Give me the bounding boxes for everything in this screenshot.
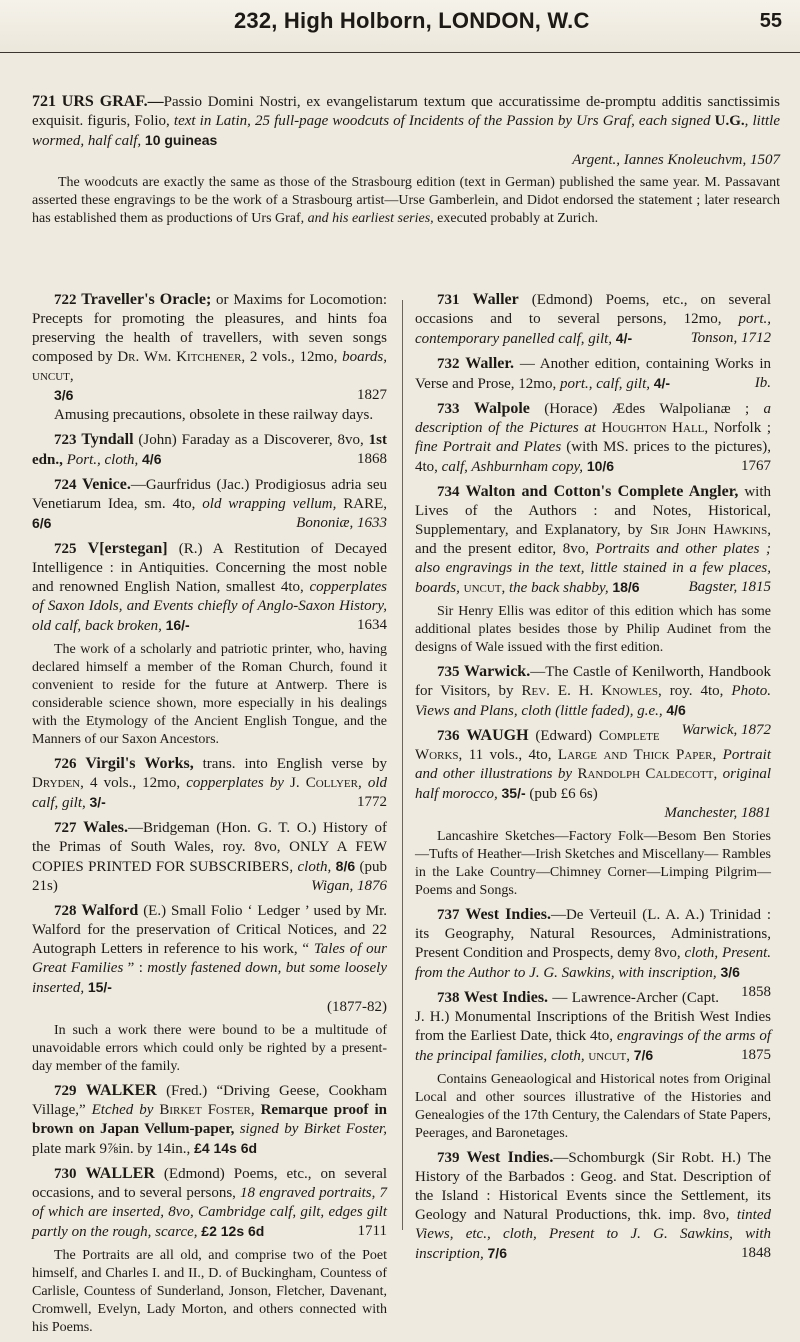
entry-body: trans. into English verse by: [193, 756, 388, 772]
entry-body: —De Verteuil (L. A. A.) Trinidad : its Geography, Natural Resources, Administrations, Present Condition and Prospects, demy 8vo,: [415, 907, 772, 961]
binding: port., contemporary panelled calf, gilt,: [415, 311, 771, 347]
lot-number: 734: [437, 484, 460, 500]
date: (1877-82): [327, 999, 387, 1015]
price: £2 12s 6d: [201, 1223, 265, 1239]
work-title: Tales of our Great Families: [32, 941, 387, 976]
date: 1868: [357, 451, 387, 467]
entry-heading: Tyndall: [81, 431, 134, 448]
imprint: Wigan, 1876: [311, 878, 387, 894]
note-text-end: executed probably at Zurich.: [433, 211, 599, 226]
binding: cloth,: [293, 859, 332, 875]
binding: original half morocco,: [415, 766, 771, 802]
page-number: 55: [759, 10, 782, 32]
price: 16/-: [165, 617, 190, 633]
entry-722: [32, 290, 387, 425]
entry-728: [32, 901, 387, 1017]
entry-body: —Schomburgk (Sir Robt. H.) The History of the Barbados : Geog. and Stat. Description of the Island : Historical Events since the Settlement, its Geology and Natural Productions, thk. imp. 8vo,: [415, 1150, 771, 1223]
entry-body: —The Castle of Kenilworth, Handbook for Visitors, by: [415, 664, 771, 699]
price: 15/-: [87, 979, 112, 995]
entry-heading: URS GRAF.—: [61, 93, 164, 110]
price: 4/6: [142, 451, 162, 467]
entry-731: [415, 290, 771, 349]
entry-heading: Traveller's Oracle;: [81, 291, 212, 308]
entry-739: [415, 1148, 771, 1264]
entry-heading: Virgil's Works,: [85, 755, 194, 772]
rarity: RARE,: [336, 496, 387, 512]
imprint: Tonson, 1712: [690, 330, 771, 346]
entry-body: (R.) A Restitution of Decayed Intelligence : in Antiquities. Concerning the most noble and renowned English Nation, smallest 4to,: [32, 541, 388, 595]
lot-number: 737: [437, 907, 460, 923]
header-address: 232, High Holborn, LONDON, W.C: [234, 8, 590, 33]
engraver: J. Collyer,: [283, 775, 362, 791]
entry-description: a description of the Pictures at: [415, 401, 771, 436]
author: Rev. E. H. Knowles,: [521, 683, 662, 699]
imprint: Warwick, 1872: [681, 722, 771, 738]
note-text: The woodcuts are exactly the same as those of the Strasbourg edition (text in German) published the same year. M. Passavant asserted these engravings to be the work of a Strasbourg artist—Urse Gamberlein, and Didot endorsed the statement ; later research has established them as productions of Urs Graf,: [32, 175, 780, 226]
entry-body-2: ” :: [123, 960, 148, 976]
price: 7/6: [487, 1245, 507, 1261]
entry-729: [32, 1081, 387, 1159]
price: 3/6: [54, 387, 74, 403]
entry-condition: , little wormed, half calf,: [32, 113, 780, 149]
binding: old wrapping vellum,: [202, 496, 337, 512]
entry-body-2: Norfolk ;: [708, 420, 771, 436]
date: 1827: [357, 387, 387, 403]
entry-738-note: Contains Geneaological and Historical notes from Original Local and other sources illustrative of the Histories and Genealogies of the 17th Century, the Calendars of State Papers, Peerages, and Baronetages.: [415, 1072, 771, 1141]
entry-condition: mostly fastened down, but some loosely inserted,: [32, 960, 388, 996]
price: 10 guineas: [144, 132, 218, 148]
entry-body: — Lawrence-Archer (Capt. J. H.) Monumental Inscriptions of the British West Indies from the Earliest Date, thick 4to,: [415, 990, 771, 1044]
entry-733: [415, 399, 771, 477]
lot-number: 736: [437, 728, 460, 744]
entry-736: [415, 726, 771, 823]
lot-number: 730: [54, 1166, 77, 1182]
imprint: Argent., Iannes Knoleuchvm, 1507: [572, 152, 780, 168]
entry-body-2: 2 vols., 12mo,: [245, 349, 343, 365]
entry-730-note: The Portraits are all old, and comprise two of the Poet himself, and Charles I. and II., D. of Buckingham, Countess of Carlisle, Countess of Sunderland, Jonson, Fletcher, Davenant, Cromwell, Evelyn, Lady Morton, and others connected with his Poems.: [32, 1248, 387, 1335]
entry-727: [32, 818, 387, 896]
entry-body: (E.) Small Folio ‘ Ledger ’ used by Mr. Walford for the preservation of Critical Notices, and 22 Autograph Letters in reference to his work, “: [32, 903, 388, 957]
price: 4/-: [653, 375, 671, 391]
edition: 1st edn.,: [32, 432, 387, 468]
entry-730: [32, 1164, 387, 1242]
date: 1875: [741, 1047, 771, 1063]
entry-body: —Bridgeman (Hon. G. T. O.) History of the Primas of South Wales, roy. 8vo,: [32, 820, 388, 855]
published-price: (pub £6 6s): [525, 786, 598, 802]
paper: Large and Thick Paper,: [557, 747, 717, 763]
lot-number: 731: [437, 292, 460, 308]
entry-723: [32, 430, 387, 470]
entry-heading: Walpole: [473, 400, 530, 417]
condition: uncut,: [459, 580, 506, 596]
artist: Randolph Caldecott,: [572, 766, 718, 782]
entry-body-2: roy. 4to,: [661, 683, 732, 699]
lot-number: 725: [54, 541, 77, 557]
entry-description: cloth, Present. from the Author to J. G.: [415, 945, 771, 981]
entry-body: —Gaurfridus (Jac.) Prodigiosus adria seu Venetiarum Idea, sm. 4to,: [32, 477, 388, 512]
imprint: Bononiæ, 1633: [296, 515, 387, 531]
entry-heading: Waller: [472, 291, 519, 308]
entry-734-note: Sir Henry Ellis was editor of this edition which has some additional plates besides those by Philip Audinet from the designs of Wale issued with the first edition.: [415, 604, 771, 655]
entry-736-note: Lancashire Sketches—Factory Folk—Besom Ben Stories —Tufts of Heather—Irish Sketches and Miscellany— Rambles in the Lake Country—Chimney Corner—Limping Pilgrim—Poems and Songs.: [415, 829, 771, 898]
date: 1711: [357, 1223, 387, 1239]
entry-body: (John) Faraday as a Discoverer, 8vo,: [133, 432, 369, 448]
entry-heading: Wales.: [83, 819, 128, 836]
entry-description: text in Latin, 25 full-page woodcuts of Incidents of the Passion by Urs Graf, each signed: [173, 113, 715, 129]
lot-number: 721: [32, 93, 56, 110]
entry-738: [415, 988, 771, 1066]
price: 3/-: [89, 794, 106, 810]
price: £4 14s 6d: [194, 1140, 258, 1156]
price: 18/6: [612, 579, 640, 595]
entry-heading: Venice.: [82, 476, 131, 493]
date: 1767: [741, 458, 771, 474]
lot-number: 738: [437, 990, 460, 1006]
entry-description: tinted Views, etc., cloth, Present to J. G. Sawkins, with inscription,: [415, 1207, 771, 1262]
entry-body-2: 4 vols., 12mo,: [83, 775, 187, 791]
column-divider: [402, 300, 403, 1230]
entry-body: or Maxims for Locomotion: Precepts for promoting the pleasures, and hints foa preserving the health of travellers, with seven songs composed by: [32, 292, 387, 365]
entry-721-text: [32, 92, 780, 170]
entry-body: (Edmond) Poems, etc., on several occasions, and to several persons,: [32, 1166, 388, 1201]
entry-heading: Walford: [81, 902, 139, 919]
entry-725-note: The work of a scholarly and patriotic printer, who, having declared himself a member of the Roman Church, found it convenient to reside for the future at Antwerp. There is considerable science shown, more especially in his dealings with the Etymology of the Ancient English Tongue, and the Manners of our Saxon Ancestors.: [32, 642, 387, 747]
price: 4/6: [666, 702, 686, 718]
lot-number: 724: [54, 477, 77, 493]
printer-mark: U.G.: [714, 113, 745, 129]
entry-725: [32, 539, 387, 636]
artist: Birket Foster,: [153, 1102, 255, 1118]
lot-number: 728: [54, 903, 77, 919]
plates: fine Portrait and Plates: [415, 439, 562, 455]
binding: old calf, gilt,: [32, 775, 387, 811]
lot-number: 739: [437, 1150, 460, 1166]
entry-heading: WALLER: [85, 1165, 155, 1182]
entry-721: [32, 92, 780, 232]
entry-description: Portrait and other illustrations by: [415, 747, 771, 782]
entry-body: — Another edition, containing Works in Verse and Prose, 12mo,: [415, 356, 771, 392]
entry-note: Amusing precautions, obsolete in these railway days.: [54, 407, 374, 423]
date: 1634: [357, 617, 387, 633]
signature-note: signed by Birket Foster,: [234, 1121, 387, 1137]
imprint: Ib.: [754, 375, 771, 391]
date: 1858: [741, 984, 771, 1000]
note-italic: and his earliest series,: [307, 211, 434, 226]
lot-number: 729: [54, 1083, 77, 1099]
entry-description: copperplates by: [186, 775, 284, 791]
back-condition: the back shabby,: [505, 580, 609, 596]
lot-number: 727: [54, 820, 77, 836]
entry-description: copperplates of Saxon Idols, and Events chiefly of Anglo-Saxon History, old calf, back broken,: [32, 579, 387, 634]
date: 1848: [741, 1245, 771, 1261]
entry-body: (Edmond) Poems, etc., on several occasions and to several persons, 12mo,: [415, 292, 772, 327]
price: 4/-: [615, 330, 633, 346]
entry-body-2: plate mark 9⅞in. by 14in.,: [32, 1141, 191, 1157]
entry-body-3: (with MS. prices to the pictures), 4to,: [415, 439, 771, 475]
entry-734: [415, 482, 771, 598]
place: Houghton Hall,: [595, 420, 709, 436]
proof-state: Remarque proof in brown on Japan Vellum-paper,: [32, 1102, 387, 1137]
entry-description: Etched by: [91, 1102, 154, 1118]
price: 3/6: [720, 964, 740, 980]
entry-description: 18 engraved portraits, 7 of which are inserted, 8vo, Cambridge calf, gilt, edges gilt partly on the rough, scarce,: [32, 1185, 387, 1240]
binding: boards,: [342, 349, 387, 365]
entry-heading: Waller.: [465, 355, 515, 372]
entry-heading: V[erstegan]: [87, 540, 168, 557]
condition: uncut,: [32, 368, 74, 384]
lot-number: 735: [437, 664, 460, 680]
left-column: [32, 290, 387, 1342]
published-price: (pub 21s): [32, 859, 388, 894]
entry-body: with Lives of the Authors : and Notes, Historical, Supplementary, and Explanatory, by: [415, 484, 772, 538]
author: Dryden,: [32, 775, 84, 791]
running-header: [0, 0, 800, 52]
entry-heading: West Indies.: [466, 1149, 554, 1166]
date: 1772: [357, 794, 387, 810]
entry-heading: WAUGH: [466, 727, 529, 744]
price: 6/6: [32, 515, 52, 531]
entry-body-2: and the present editor, 8vo,: [415, 541, 596, 557]
entry-726: [32, 754, 387, 813]
lot-number: 726: [54, 756, 77, 772]
binding: calf, Ashburnham copy,: [441, 459, 584, 475]
price: 35/-: [501, 785, 526, 801]
entry-description: Photo. Views and Plans, cloth (little faded), g.e.,: [415, 683, 771, 719]
editor: Sir John Hawkins,: [649, 522, 771, 538]
author: Dr. Wm. Kitchener,: [117, 349, 246, 365]
lot-number: 723: [54, 432, 77, 448]
entry-heading: WALKER: [85, 1082, 157, 1099]
header-rule: [0, 52, 800, 53]
entry-body: Passio Domini Nostri, ex evangelistarum textum que accuratissime de-promptu additis sanctissimis exquisit. figuris, Folio,: [32, 94, 781, 129]
works: Complete Works,: [415, 728, 660, 763]
entry-heading: West Indies.: [463, 989, 549, 1006]
inscription: Sawkins, with inscription,: [557, 965, 717, 981]
entry-732: [415, 354, 771, 394]
right-column: [415, 290, 771, 1269]
entry-body: (Fred.) “Driving Geese, Cookham Village,”: [32, 1083, 387, 1118]
entry-body-2: 11 vols., 4to,: [462, 747, 558, 763]
entry-note: [32, 174, 780, 228]
entry-description: Portraits and other plates ; also engravings in the text, little stained in a few places, boards,: [415, 541, 771, 596]
limitation: ONLY A FEW COPIES PRINTED FOR SUBSCRIBERS,: [32, 839, 387, 875]
entry-description: engravings of the arms of the principal families, cloth,: [415, 1028, 771, 1064]
price: 8/6: [335, 858, 356, 874]
price: 7/6: [633, 1047, 654, 1063]
entry-724: [32, 475, 387, 534]
lot-number: 733: [437, 401, 460, 417]
binding: port., calf, gilt,: [559, 376, 650, 392]
entry-heading: Warwick.: [463, 663, 531, 680]
price: 10/6: [586, 458, 615, 474]
imprint: Bagster, 1815: [688, 579, 771, 595]
entry-heading: Walton and Cotton's Complete Angler,: [465, 483, 739, 500]
imprint: Manchester, 1881: [664, 805, 771, 821]
entry-body: (Edward): [528, 728, 599, 744]
lot-number: 722: [54, 292, 77, 308]
binding: Port., cloth,: [62, 452, 139, 468]
lot-number: 732: [437, 356, 460, 372]
entry-728-note: In such a work there were bound to be a multitude of unavoidable errors which could only be righted by a present-day member of the family.: [32, 1023, 387, 1074]
entry-heading: West Indies.: [465, 906, 551, 923]
entry-body: (Horace) Ædes Walpolianæ ;: [529, 401, 764, 417]
condition: uncut,: [584, 1048, 630, 1064]
